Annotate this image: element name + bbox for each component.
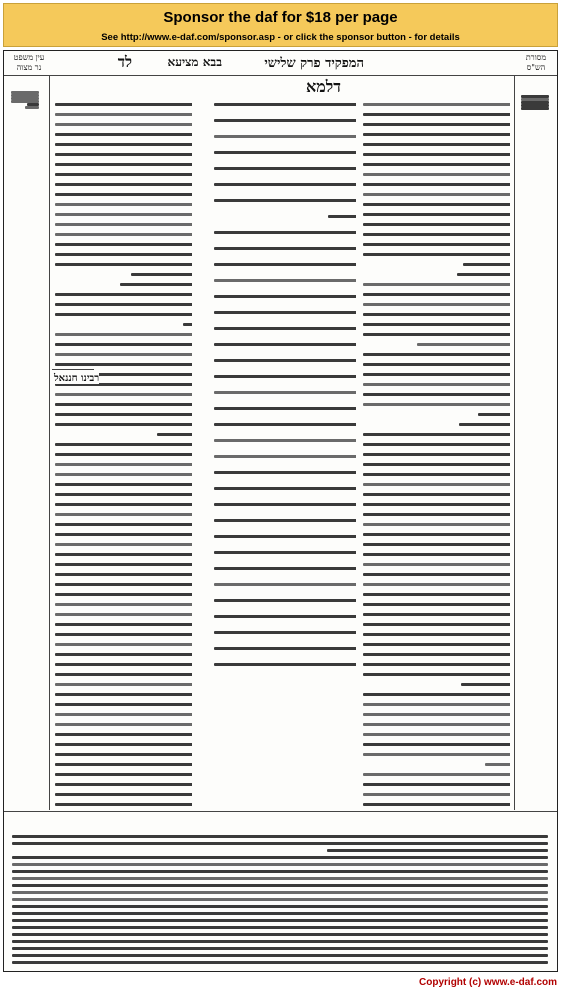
text-line	[457, 273, 510, 276]
text-line	[214, 375, 356, 378]
text-line	[55, 103, 192, 106]
text-line	[461, 683, 510, 686]
gemara-column	[196, 79, 356, 679]
text-line	[12, 905, 548, 908]
text-line	[363, 133, 510, 136]
text-line	[55, 173, 192, 176]
text-line	[55, 203, 192, 206]
sponsor-title: Sponsor the daf for $18 per page	[163, 9, 398, 26]
text-line	[12, 961, 548, 964]
text-line	[55, 123, 192, 126]
text-line	[214, 631, 356, 634]
text-line	[363, 373, 510, 376]
text-line	[55, 623, 192, 626]
masoret-column	[517, 79, 555, 807]
perek-title: המפקיד פרק שלישי	[264, 56, 364, 71]
text-line	[363, 743, 510, 746]
text-line	[12, 877, 548, 880]
text-line	[363, 113, 510, 116]
text-line	[55, 133, 192, 136]
text-line	[55, 713, 192, 716]
text-line	[55, 553, 192, 556]
text-line	[214, 135, 356, 138]
text-line	[363, 473, 510, 476]
text-line	[328, 215, 356, 218]
ein-mishpat-label: עין משפט נר מצוה	[13, 53, 45, 72]
text-line	[363, 233, 510, 236]
text-line	[214, 439, 356, 442]
text-line	[55, 573, 192, 576]
text-line	[363, 103, 510, 106]
sponsor-banner[interactable]	[3, 3, 558, 47]
text-line	[363, 523, 510, 526]
text-line	[12, 898, 548, 901]
text-line	[55, 523, 192, 526]
text-line	[12, 884, 548, 887]
text-line	[55, 193, 192, 196]
text-line	[214, 247, 356, 250]
text-line	[363, 303, 510, 306]
text-line	[55, 663, 192, 666]
ein-mishpat-lines	[7, 79, 47, 807]
text-line	[363, 333, 510, 336]
copyright-notice: Copyright (c) www.e-daf.com	[419, 977, 557, 988]
masoret-lines	[517, 79, 555, 807]
text-line	[363, 733, 510, 736]
text-line	[55, 453, 192, 456]
text-line	[214, 535, 356, 538]
text-line	[363, 623, 510, 626]
text-line	[12, 835, 548, 838]
text-line	[55, 223, 192, 226]
text-line	[55, 443, 192, 446]
text-line	[363, 153, 510, 156]
text-line	[214, 503, 356, 506]
masekhet-title: בבא מציעא	[167, 55, 222, 69]
text-line	[214, 199, 356, 202]
text-line	[363, 393, 510, 396]
text-line	[214, 423, 356, 426]
text-line	[55, 163, 192, 166]
text-line	[363, 193, 510, 196]
bottom-notes-lines	[8, 815, 554, 965]
text-line	[363, 223, 510, 226]
text-line	[363, 633, 510, 636]
text-line	[55, 753, 192, 756]
text-line	[55, 243, 192, 246]
text-line	[363, 403, 510, 406]
text-line	[55, 113, 192, 116]
text-line	[214, 455, 356, 458]
text-line	[55, 303, 192, 306]
text-line	[55, 253, 192, 256]
text-line	[55, 233, 192, 236]
text-line	[363, 673, 510, 676]
text-line	[55, 583, 192, 586]
text-line	[214, 279, 356, 282]
text-line	[214, 327, 356, 330]
text-line	[363, 663, 510, 666]
text-line	[363, 643, 510, 646]
text-line	[12, 940, 548, 943]
text-line	[55, 693, 192, 696]
text-line	[55, 403, 192, 406]
text-line	[55, 703, 192, 706]
text-line	[214, 151, 356, 154]
text-line	[55, 153, 192, 156]
text-line	[55, 733, 192, 736]
text-line	[363, 503, 510, 506]
text-line	[363, 283, 510, 286]
text-line	[55, 673, 192, 676]
ein-mishpat-column	[7, 79, 47, 807]
text-line	[214, 167, 356, 170]
text-line	[55, 183, 192, 186]
text-line	[55, 563, 192, 566]
text-line	[363, 593, 510, 596]
text-line	[55, 363, 192, 366]
text-line	[55, 643, 192, 646]
bottom-notes	[8, 815, 554, 965]
text-line	[214, 615, 356, 618]
text-line	[55, 783, 192, 786]
text-line	[25, 106, 39, 109]
text-line	[12, 842, 548, 845]
text-line	[12, 870, 548, 873]
text-line	[363, 293, 510, 296]
text-line	[363, 443, 510, 446]
text-line	[363, 253, 510, 256]
text-line	[363, 323, 510, 326]
text-line	[485, 763, 510, 766]
text-line	[363, 773, 510, 776]
text-line	[327, 849, 548, 852]
text-line	[363, 543, 510, 546]
text-line	[55, 593, 192, 596]
text-line	[55, 763, 192, 766]
text-line	[55, 473, 192, 476]
sponsor-subtitle: See http://www.e-daf.com/sponsor.asp - or click the sponsor button - for details	[101, 32, 460, 43]
text-line	[55, 313, 192, 316]
tosafot-column	[52, 79, 192, 807]
text-line	[214, 231, 356, 234]
text-line	[363, 693, 510, 696]
text-line	[183, 323, 192, 326]
text-line	[12, 891, 548, 894]
text-line	[214, 343, 356, 346]
text-line	[55, 683, 192, 686]
text-line	[214, 359, 356, 362]
text-line	[363, 483, 510, 486]
text-line	[363, 553, 510, 556]
text-line	[363, 723, 510, 726]
text-line	[55, 743, 192, 746]
text-line	[363, 653, 510, 656]
text-line	[363, 753, 510, 756]
text-line	[363, 243, 510, 246]
text-line	[55, 613, 192, 616]
text-line	[55, 513, 192, 516]
text-line	[55, 773, 192, 776]
text-line	[55, 803, 192, 806]
text-line	[214, 599, 356, 602]
text-line	[459, 423, 510, 426]
text-line	[363, 533, 510, 536]
text-line	[214, 183, 356, 186]
text-line	[363, 783, 510, 786]
text-line	[363, 613, 510, 616]
text-line	[363, 353, 510, 356]
text-line	[363, 803, 510, 806]
text-line	[363, 583, 510, 586]
rabbeinu-chananel-heading: רבינו חננאל	[54, 373, 100, 384]
text-line	[55, 293, 192, 296]
text-line	[55, 543, 192, 546]
text-line	[55, 413, 192, 416]
rashi-column	[360, 79, 510, 807]
text-line	[55, 423, 192, 426]
text-line	[12, 856, 548, 859]
text-line	[12, 912, 548, 915]
text-line	[363, 453, 510, 456]
text-line	[521, 107, 549, 110]
text-line	[363, 203, 510, 206]
text-line	[12, 863, 548, 866]
text-line	[12, 947, 548, 950]
text-line	[214, 519, 356, 522]
text-line	[157, 433, 192, 436]
text-line	[478, 413, 510, 416]
text-line	[12, 933, 548, 936]
text-line	[55, 343, 192, 346]
text-line	[363, 433, 510, 436]
text-line	[214, 567, 356, 570]
tosafot-lines	[52, 79, 192, 807]
text-line	[12, 919, 548, 922]
text-line	[214, 295, 356, 298]
text-line	[55, 213, 192, 216]
text-line	[131, 273, 192, 276]
text-line	[214, 103, 356, 106]
text-line	[363, 363, 510, 366]
rashi-lines	[360, 79, 510, 807]
gemara-opening-word: דלמא	[306, 77, 341, 96]
text-line	[12, 926, 548, 929]
text-line	[363, 603, 510, 606]
text-line	[214, 551, 356, 554]
text-line	[363, 213, 510, 216]
text-line	[214, 487, 356, 490]
text-line	[363, 793, 510, 796]
text-line	[55, 503, 192, 506]
text-line	[214, 407, 356, 410]
text-line	[363, 563, 510, 566]
text-line	[214, 391, 356, 394]
text-line	[12, 954, 548, 957]
text-line	[55, 463, 192, 466]
text-line	[55, 143, 192, 146]
text-line	[214, 263, 356, 266]
text-line	[363, 313, 510, 316]
text-line	[214, 119, 356, 122]
text-line	[363, 703, 510, 706]
text-line	[55, 483, 192, 486]
text-line	[363, 183, 510, 186]
masoret-label: מסורת הש"ס	[525, 53, 547, 72]
text-line	[120, 283, 192, 286]
text-line	[214, 311, 356, 314]
text-line	[214, 471, 356, 474]
text-line	[55, 533, 192, 536]
text-line	[55, 653, 192, 656]
text-line	[363, 163, 510, 166]
text-line	[55, 723, 192, 726]
text-line	[363, 383, 510, 386]
gemara-lines	[196, 79, 356, 679]
text-line	[55, 333, 192, 336]
text-line	[55, 603, 192, 606]
text-line	[55, 633, 192, 636]
text-line	[55, 493, 192, 496]
text-line	[55, 353, 192, 356]
text-line	[363, 493, 510, 496]
text-line	[363, 123, 510, 126]
text-line	[363, 173, 510, 176]
text-line	[363, 713, 510, 716]
talmud-page	[3, 50, 558, 972]
text-line	[55, 263, 192, 266]
text-line	[417, 343, 510, 346]
text-line	[363, 143, 510, 146]
text-line	[363, 573, 510, 576]
text-line	[214, 663, 356, 666]
text-line	[214, 583, 356, 586]
daf-number: לד	[117, 53, 132, 71]
text-line	[463, 263, 510, 266]
text-line	[55, 793, 192, 796]
text-line	[363, 513, 510, 516]
text-line	[55, 393, 192, 396]
text-line	[214, 647, 356, 650]
text-line	[363, 463, 510, 466]
